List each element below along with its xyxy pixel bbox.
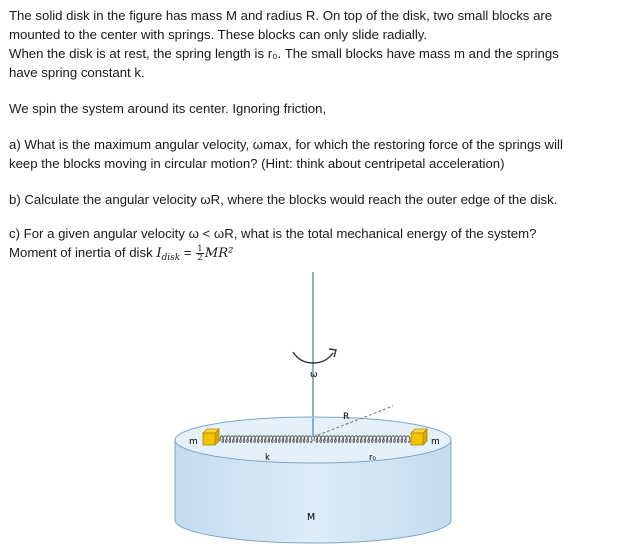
right-block — [411, 429, 427, 445]
moi-equals: = — [180, 245, 196, 260]
moi-subscript: disk — [161, 253, 181, 263]
disk-mass-label: M — [307, 512, 316, 523]
intro-line-3: When the disk is at rest, the spring length is r₀. The small blocks have mass m and the springs — [9, 46, 559, 61]
moi-fraction-denominator: 2 — [197, 253, 203, 264]
intro-line-2: mounted to the center with springs. These blocks can only slide radially. — [9, 27, 428, 42]
question-a-line-2: keep the blocks moving in circular motion? (Hint: think about centripetal acceleration) — [9, 156, 505, 171]
moi-formula: MR² — [204, 246, 234, 261]
spin-statement: We spin the system around its center. Ignoring friction, — [9, 101, 327, 116]
right-mass-label: m — [431, 437, 440, 447]
question-b: b) Calculate the angular velocity ωR, where the blocks would reach the outer edge of the disk. — [9, 192, 558, 207]
left-block — [203, 429, 219, 445]
spring-constant-label: k — [265, 453, 270, 463]
moi-fraction-numerator: 1 — [197, 244, 203, 255]
rest-length-label: r₀ — [369, 453, 376, 463]
moi-text: Moment of inertia of disk — [9, 245, 157, 260]
moi-symbol: I — [156, 246, 162, 261]
radius-label: R — [343, 412, 350, 422]
intro-line-4: have spring constant k. — [9, 65, 145, 80]
question-a-line-1: a) What is the maximum angular velocity, ωmax, for which the restoring force of the springs will — [9, 137, 563, 152]
question-c: c) For a given angular velocity ω < ωR, what is the total mechanical energy of the system? — [9, 226, 537, 241]
intro-line-1: The solid disk in the figure has mass M and radius R. On top of the disk, two small blocks are — [9, 8, 553, 23]
left-mass-label: m — [189, 437, 198, 447]
omega-label: ω — [310, 370, 318, 380]
